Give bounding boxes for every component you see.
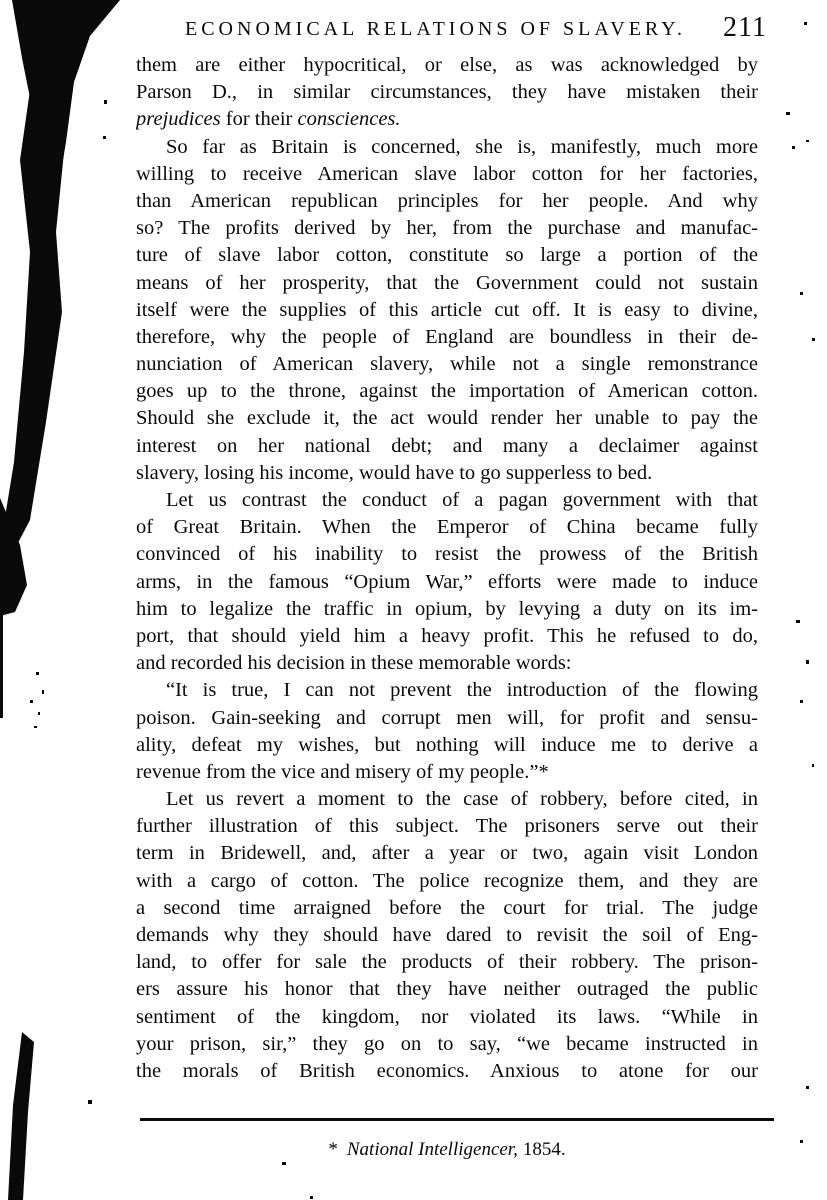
text-line: so? The profits derived by her, from the purchase and manufac- (136, 217, 758, 240)
footnote (136, 1138, 758, 1162)
footnote-marker: * (328, 1139, 338, 1160)
page-number: 211 (723, 12, 767, 43)
text-line: a second time arraigned before the court for trial. The judge (136, 896, 758, 919)
text-line: ture of slave labor cotton, constitute so large a portion of the (136, 244, 758, 267)
text-line: term in Bridewell, and, after a year or two, again visit London (136, 842, 758, 865)
text-line: therefore, why the people of England are boundless in their de- (136, 325, 758, 348)
text-line: prejudices for their consciences. (136, 108, 401, 131)
footnote-source: National Intelligencer, (346, 1139, 518, 1160)
text-line: willing to receive American slave labor cotton for her factories, (136, 162, 758, 185)
footnote-year: 1854. (522, 1139, 566, 1160)
text-line: arms, in the famous “Opium War,” efforts were made to induce (136, 570, 758, 593)
text-line: Should she exclude it, the act would render her unable to pay the (136, 407, 758, 430)
text-line: Parson D., in similar circumstances, they have mistaken their (136, 81, 758, 104)
text-line: ers assure his honor that they have neither outraged the public (136, 978, 758, 1001)
text-line: nunciation of American slavery, while not a single remonstrance (136, 353, 758, 376)
text-block (136, 52, 758, 1085)
text-line: convinced of his inability to resist the prowess of the British (136, 543, 758, 566)
text-line: revenue from the vice and misery of my people.”* (136, 760, 549, 783)
text-line: with a cargo of cotton. The police recognize them, and they are (136, 869, 758, 892)
text-line: itself were the supplies of this article cut off. It is easy to divine, (136, 298, 758, 321)
text-line: Let us revert a moment to the case of robbery, before cited, in (166, 788, 758, 811)
running-title: ECONOMICAL RELATIONS OF SLAVERY. (185, 18, 687, 40)
text-line: the morals of British economics. Anxious to atone for our (136, 1059, 758, 1082)
text-line: land, to offer for sale the products of their robbery. The prison- (136, 951, 758, 974)
text-line: your prison, sir,” they go on to say, “we became instructed in (136, 1032, 758, 1055)
text-line: goes up to the throne, against the importation of American cotton. (136, 380, 758, 403)
text-line: interest on her national debt; and many a declaimer against (136, 434, 758, 457)
text-line: than American republican principles for her people. And why (136, 189, 758, 212)
text-line: means of her prosperity, that the Government could not sustain (136, 271, 758, 294)
text-line: demands why they should have dared to revisit the soil of Eng- (136, 924, 758, 946)
text-line: of Great Britain. When the Emperor of China became fully (136, 516, 758, 539)
text-line: “It is true, I can not prevent the introduction of the flowing (166, 679, 758, 702)
text-line: port, that should yield him a heavy profit. This he refused to do, (136, 624, 758, 647)
text-line: ality, defeat my wishes, but nothing will induce me to derive a (136, 733, 758, 756)
text-line: So far as Britain is concerned, she is, manifestly, much more (166, 135, 758, 158)
page-header (0, 12, 827, 48)
text-line: them are either hypocritical, or else, as was acknowledged by (136, 54, 758, 76)
text-line: and recorded his decision in these memorable words: (136, 652, 572, 675)
text-line: Let us contrast the conduct of a pagan government with that (166, 489, 758, 511)
text-line: sentiment of the kingdom, nor violated its laws. “While in (136, 1005, 758, 1028)
footnote-separator-rule (140, 1118, 774, 1121)
text-line: poison. Gain-seeking and corrupt men will, for profit and sensu- (136, 706, 758, 729)
text-line: slavery, losing his income, would have to go supperless to bed. (136, 461, 653, 484)
text-line: him to legalize the traffic in opium, by levying a duty on its im- (136, 597, 758, 620)
text-line: further illustration of this subject. The prisoners serve out their (136, 815, 758, 838)
